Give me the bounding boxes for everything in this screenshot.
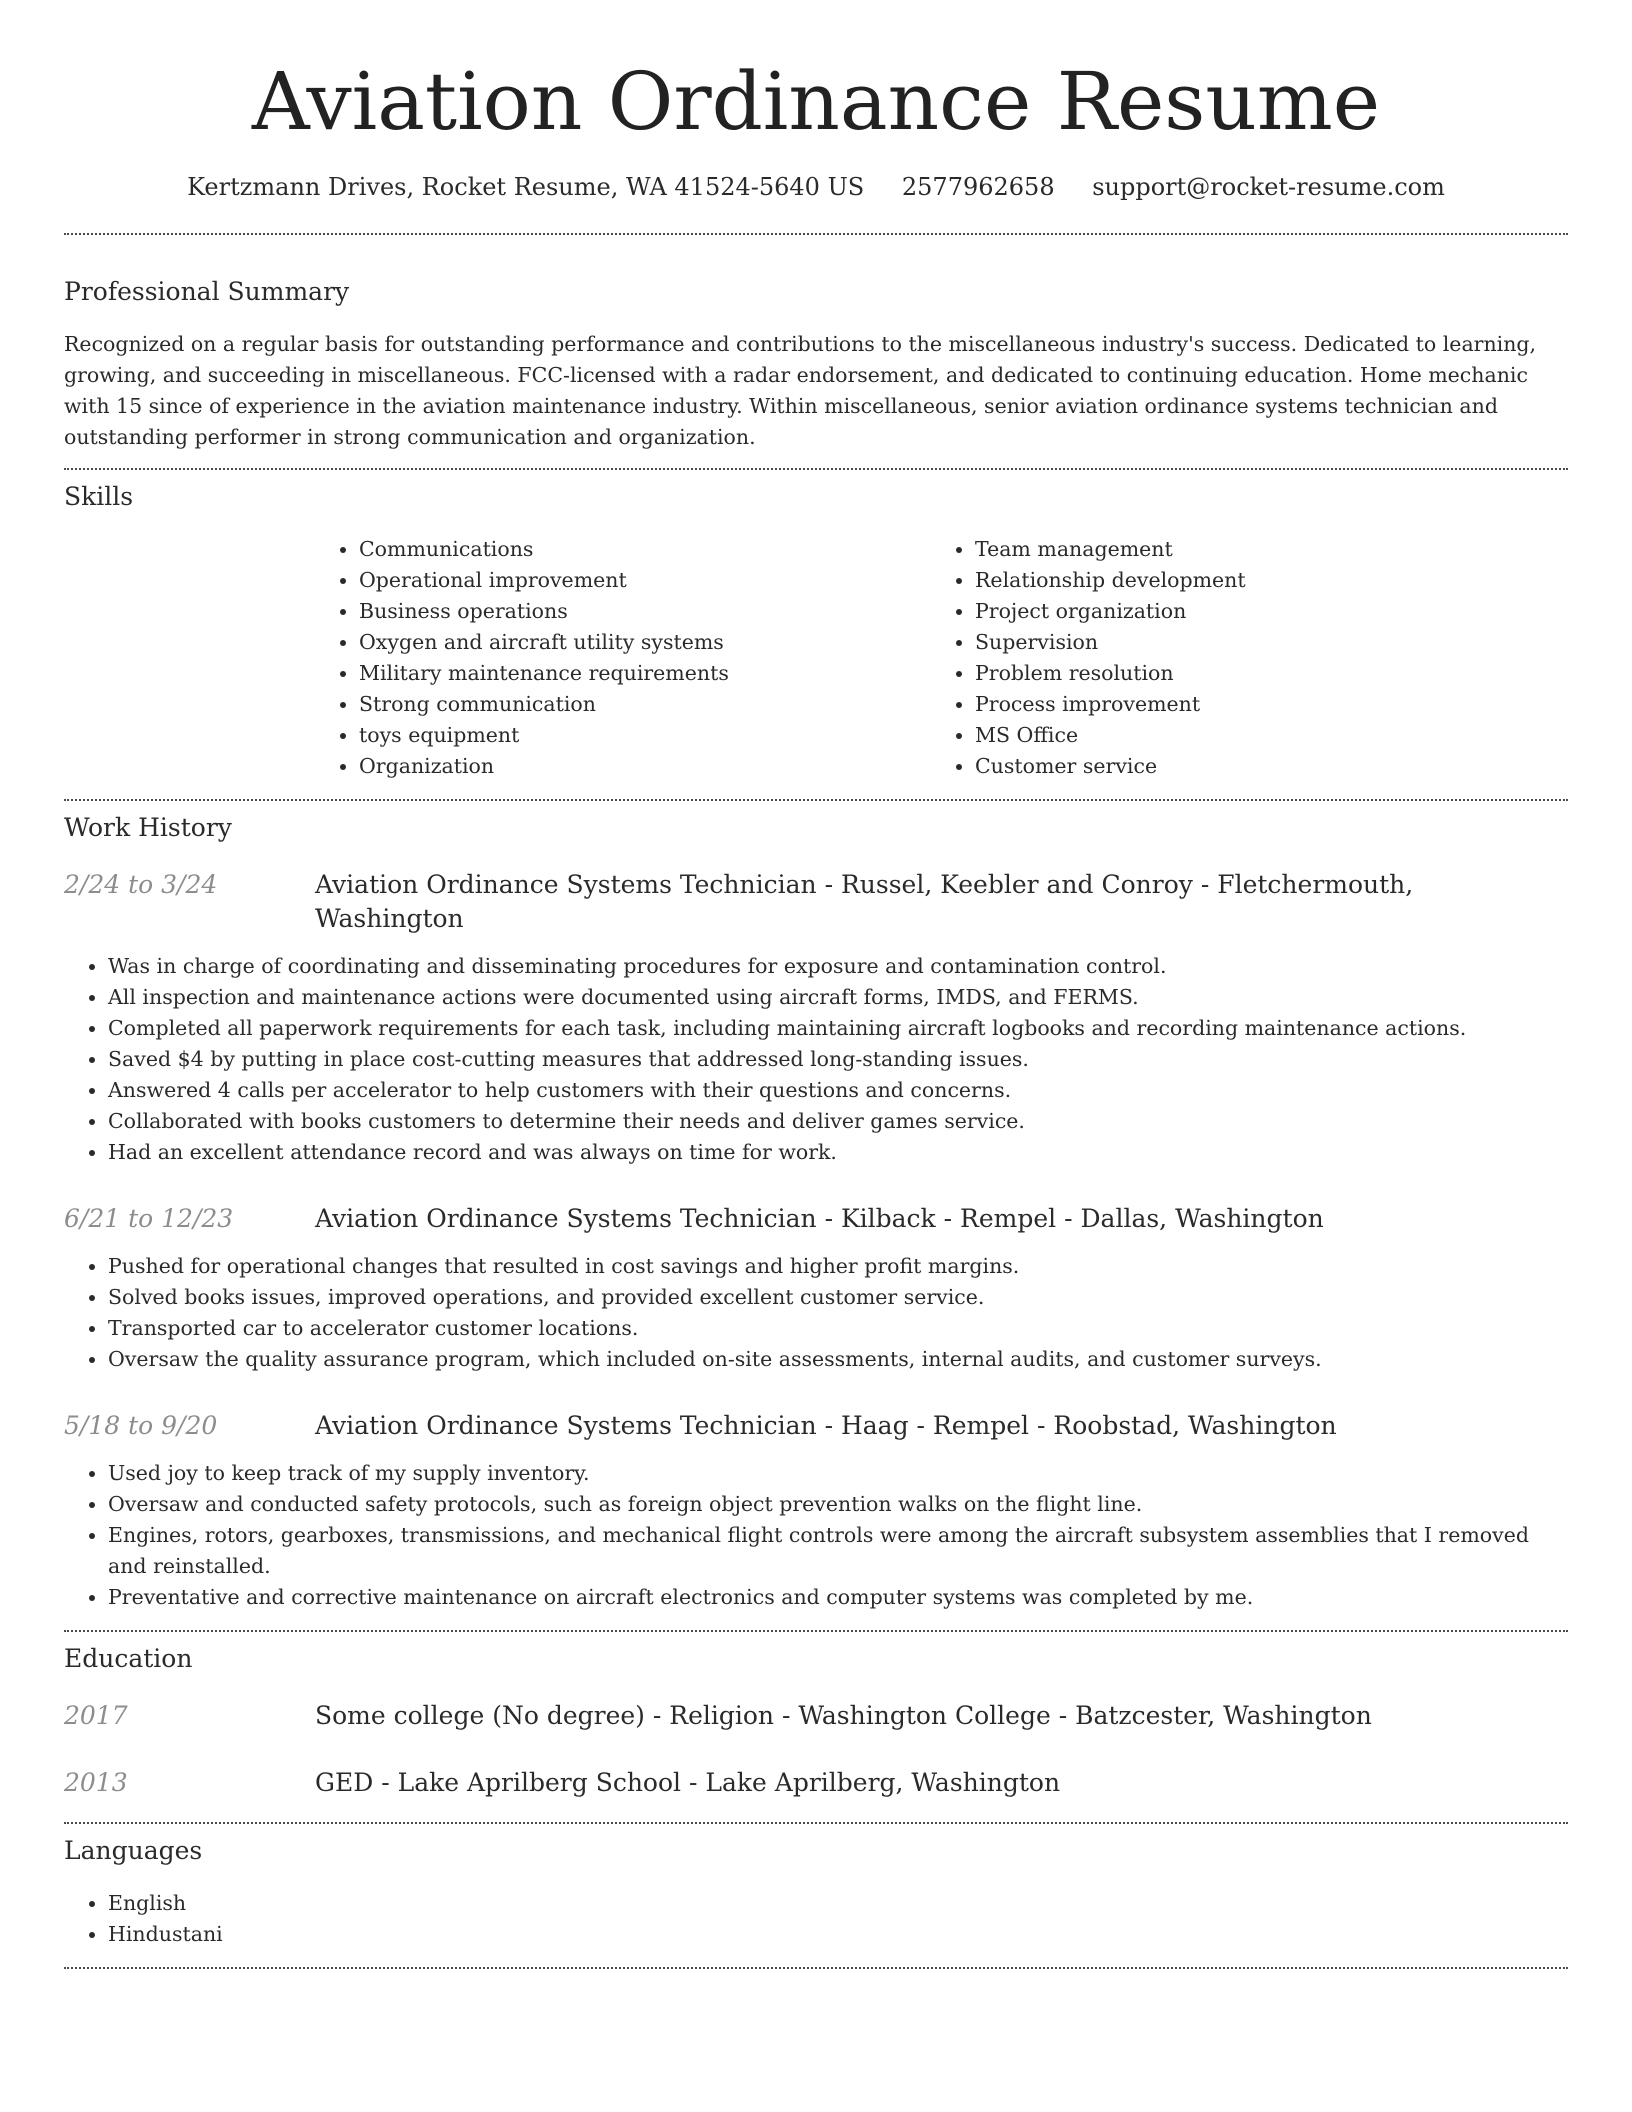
languages-list — [64, 1888, 1568, 1950]
job-dates: 5/18 to 9/20 — [64, 1411, 218, 1440]
job-bullet: • Saved $4 by putting in place cost-cutting measures that addressed long-standing issues. — [108, 1044, 1568, 1075]
divider — [64, 1822, 1568, 1824]
summary-text: Recognized on a regular basis for outstanding performance and contributions to the miscellaneous industry's success. Dedicated to learning, growing, and succeeding in miscellaneous. FCC-licensed with a radar endorsement, and dedicated to continuing education. Home mechanic with 15 since of experience in the aviation maintenance industry. Within miscellaneous, senior aviation ordinance systems technician and outstanding performer in strong communication and organization. — [64, 332, 1537, 449]
skill-item: • Organization — [359, 751, 931, 782]
job-bullet: • Oversaw the quality assurance program, which included on-site assessments, internal audits, and customer surveys. — [108, 1344, 1568, 1375]
job-bullet: • Engines, rotors, gearboxes, transmissions, and mechanical flight controls were among the aircraft subsystem assemblies that I removed and reinstalled. — [108, 1520, 1568, 1582]
section-title-summary: Professional Summary — [64, 277, 350, 306]
job-bullets — [64, 1251, 1568, 1375]
job-bullet: • Had an excellent attendance record and was always on time for work. — [108, 1137, 1568, 1168]
job-bullets — [64, 951, 1568, 1168]
skill-item: • Operational improvement — [359, 565, 931, 596]
education-text: Some college (No degree) - Religion - Washington College - Batzcester, Washington — [315, 1701, 1372, 1730]
education-year: 2017 — [64, 1701, 128, 1730]
skill-item: • toys equipment — [359, 720, 931, 751]
education-year: 2013 — [64, 1768, 128, 1797]
education-section — [64, 1642, 1568, 1800]
skill-item: • Business operations — [359, 596, 931, 627]
job-bullet: • Collaborated with books customers to determine their needs and deliver games service. — [108, 1106, 1568, 1137]
divider — [64, 233, 1568, 235]
job-dates: 2/24 to 3/24 — [64, 870, 218, 899]
skill-item: • Communications — [359, 534, 931, 565]
divider — [64, 1630, 1568, 1632]
skills-column-left — [315, 534, 931, 782]
contact-address: Kertzmann Drives, Rocket Resume, WA 41524-5640 US — [187, 173, 865, 201]
professional-summary-section — [64, 275, 1568, 453]
job-entry — [64, 1202, 1568, 1375]
contact-email: support@rocket-resume.com — [1092, 173, 1445, 201]
skill-item: • Process improvement — [975, 689, 1547, 720]
job-bullet: • All inspection and maintenance actions were documented using aircraft forms, IMDS, and FERMS. — [108, 982, 1568, 1013]
skill-item: • MS Office — [975, 720, 1547, 751]
skill-item: • Customer service — [975, 751, 1547, 782]
job-bullet: • Pushed for operational changes that resulted in cost savings and higher profit margins. — [108, 1251, 1568, 1282]
skills-section — [64, 480, 1568, 782]
job-heading: Aviation Ordinance Systems Technician - Haag - Rempel - Roobstad, Washington — [315, 1411, 1337, 1440]
section-title-education: Education — [64, 1644, 193, 1673]
education-entry — [64, 1766, 1568, 1800]
language-item: • Hindustani — [108, 1919, 1568, 1950]
education-text: GED - Lake Aprilberg School - Lake Aprilberg, Washington — [315, 1768, 1061, 1797]
skill-item: • Strong communication — [359, 689, 931, 720]
skill-item: • Team management — [975, 534, 1547, 565]
resume-title: Aviation Ordinance Resume — [251, 55, 1381, 148]
contact-phone: 2577962658 — [901, 173, 1055, 201]
section-title-skills: Skills — [64, 482, 134, 511]
job-entry — [64, 1409, 1568, 1613]
skill-item: • Oxygen and aircraft utility systems — [359, 627, 931, 658]
skill-item: • Supervision — [975, 627, 1547, 658]
job-bullet: • Transported car to accelerator customer locations. — [108, 1313, 1568, 1344]
job-bullet: • Completed all paperwork requirements for each task, including maintaining aircraft logbooks and recording maintenance actions. — [108, 1013, 1568, 1044]
job-bullet: • Was in charge of coordinating and disseminating procedures for exposure and contamination control. — [108, 951, 1568, 982]
divider — [64, 1967, 1568, 1969]
section-title-languages: Languages — [64, 1836, 203, 1865]
job-bullet: • Oversaw and conducted safety protocols, such as foreign object prevention walks on the flight line. — [108, 1489, 1568, 1520]
skill-item: • Relationship development — [975, 565, 1547, 596]
job-bullet: • Used joy to keep track of my supply inventory. — [108, 1458, 1568, 1489]
divider — [64, 468, 1568, 470]
divider — [64, 799, 1568, 801]
language-item: • English — [108, 1888, 1568, 1919]
skills-column-right — [931, 534, 1547, 782]
job-bullet: • Answered 4 calls per accelerator to help customers with their questions and concerns. — [108, 1075, 1568, 1106]
job-entry — [64, 868, 1568, 1168]
contact-line — [64, 170, 1568, 204]
languages-section — [64, 1834, 1568, 1950]
education-entry — [64, 1699, 1568, 1733]
job-bullet: • Solved books issues, improved operations, and provided excellent customer service. — [108, 1282, 1568, 1313]
job-bullets — [64, 1458, 1568, 1613]
job-bullet: • Preventative and corrective maintenance on aircraft electronics and computer systems was completed by me. — [108, 1582, 1568, 1613]
job-heading: Aviation Ordinance Systems Technician - Russel, Keebler and Conroy - Fletchermouth, Washington — [315, 870, 1414, 933]
job-dates: 6/21 to 12/23 — [64, 1204, 234, 1233]
skill-item: • Military maintenance requirements — [359, 658, 931, 689]
section-title-work: Work History — [64, 813, 232, 842]
job-heading: Aviation Ordinance Systems Technician - Kilback - Rempel - Dallas, Washington — [315, 1204, 1324, 1233]
skill-item: • Problem resolution — [975, 658, 1547, 689]
skills-grid — [315, 534, 1568, 782]
work-history-section — [64, 811, 1568, 1613]
skill-item: • Project organization — [975, 596, 1547, 627]
